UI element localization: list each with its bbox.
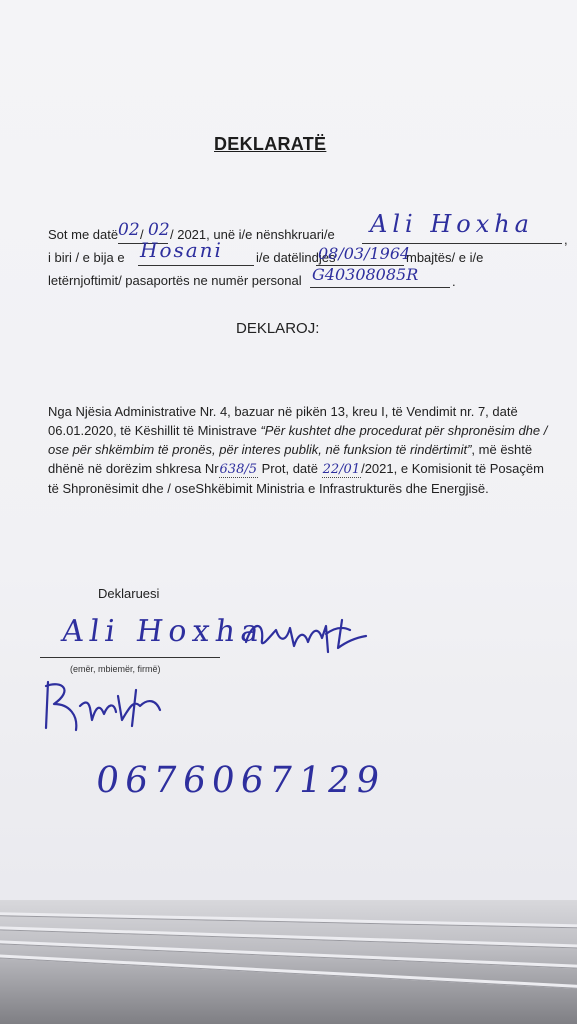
document-page: DEKLARATË Sot me datë 02 / 02 / 2021, unë i/e nënshkruari/e Ali Hoxha , i biri / e bija e Hosani i/e datëlindjes 08/03/1964 mbajtës/ e i/e letërnjoftimit/ pasaportës ne numër personal G40308085R . DEKLAROJ: Nga Njësia Administrative Nr. 4, bazuar në pikën 13, kreu I, të Vendimit nr. 7, datë 06.01.2020, të Këshillit të Ministrave “Për kushtet dhe procedurat për shpronësim dhe / ose për shkëmbim të pronës, për interes publik, në funksion të rindërtimit”, më është dhënë në dorëzim shkresa Nr638/5 Prot, datë 22/01/2021, e Komisionit të Posaçëm të Shpronësimit dhe / oseShkëbimit Ministria e Infrastrukturës dhe Energjisë. Deklaruesi Ali Hoxha (emër, mbiemër, firmë) 0676067129 bbox=[0, 0, 577, 945]
parent-underline bbox=[138, 265, 254, 266]
body-text-2: , më është dhënë në dorëzim shkresa Nr bbox=[48, 442, 533, 476]
holder-suffix: mbajtës/ e i/e bbox=[406, 250, 484, 265]
phone-number: 0676067129 bbox=[93, 760, 388, 801]
signature-1 bbox=[242, 612, 372, 658]
declarant-handwritten-name: Ali Hoxha bbox=[59, 614, 268, 649]
body-text-3: Prot, datë bbox=[261, 461, 318, 476]
letter-number: 638/5 bbox=[219, 462, 257, 477]
declaration-body bbox=[48, 402, 548, 498]
decision-quote: “Për kushtet dhe procedurat për shpronësim dhe / ose për shkëmbim të pronës, për interes publik, në funksion të rindërtimit” bbox=[48, 423, 548, 457]
signature-line bbox=[40, 657, 220, 658]
personal-no-underline bbox=[310, 287, 450, 288]
body-text-4: /2021, e Komisionit të Posaçëm të Shpronësimit dhe / oseShkëbimit Ministria e Infrastrukturës dhe Energjisë. bbox=[48, 461, 544, 496]
parent-prefix: i biri / e bija e bbox=[48, 250, 125, 265]
document-title: DEKLARATË bbox=[214, 134, 327, 154]
date-year-text: / 2021, unë i/e nënshkruari/e bbox=[170, 227, 335, 242]
letter-date: 22/01 bbox=[322, 462, 361, 477]
declarant-label: Deklaruesi bbox=[98, 586, 160, 601]
signature-2 bbox=[40, 676, 170, 736]
parent-name: Hosani bbox=[140, 238, 223, 262]
declarant-name: Ali Hoxha bbox=[370, 210, 534, 238]
dob-label: i/e datëlindjes bbox=[256, 250, 336, 265]
personal-number: G40308085R bbox=[312, 265, 419, 284]
date-prefix: Sot me datë bbox=[48, 227, 119, 242]
body-text-1: Nga Njësia Administrative Nr. 4, bazuar në pikën 13, kreu I, të Vendimit nr. 7, datë 06.01.2020, të Këshillit të Ministrave bbox=[48, 404, 518, 438]
paper-stack bbox=[0, 900, 577, 1024]
signature-caption: (emër, mbiemër, firmë) bbox=[70, 664, 161, 674]
dob-value: 08/03/1964 bbox=[318, 244, 411, 263]
declare-heading: DEKLAROJ: bbox=[236, 320, 320, 337]
date-day: 02 bbox=[118, 220, 140, 240]
personal-no-prefix: letërnjoftimit/ pasaportës ne numër personal bbox=[48, 273, 302, 288]
date-month: 02 bbox=[148, 220, 170, 240]
